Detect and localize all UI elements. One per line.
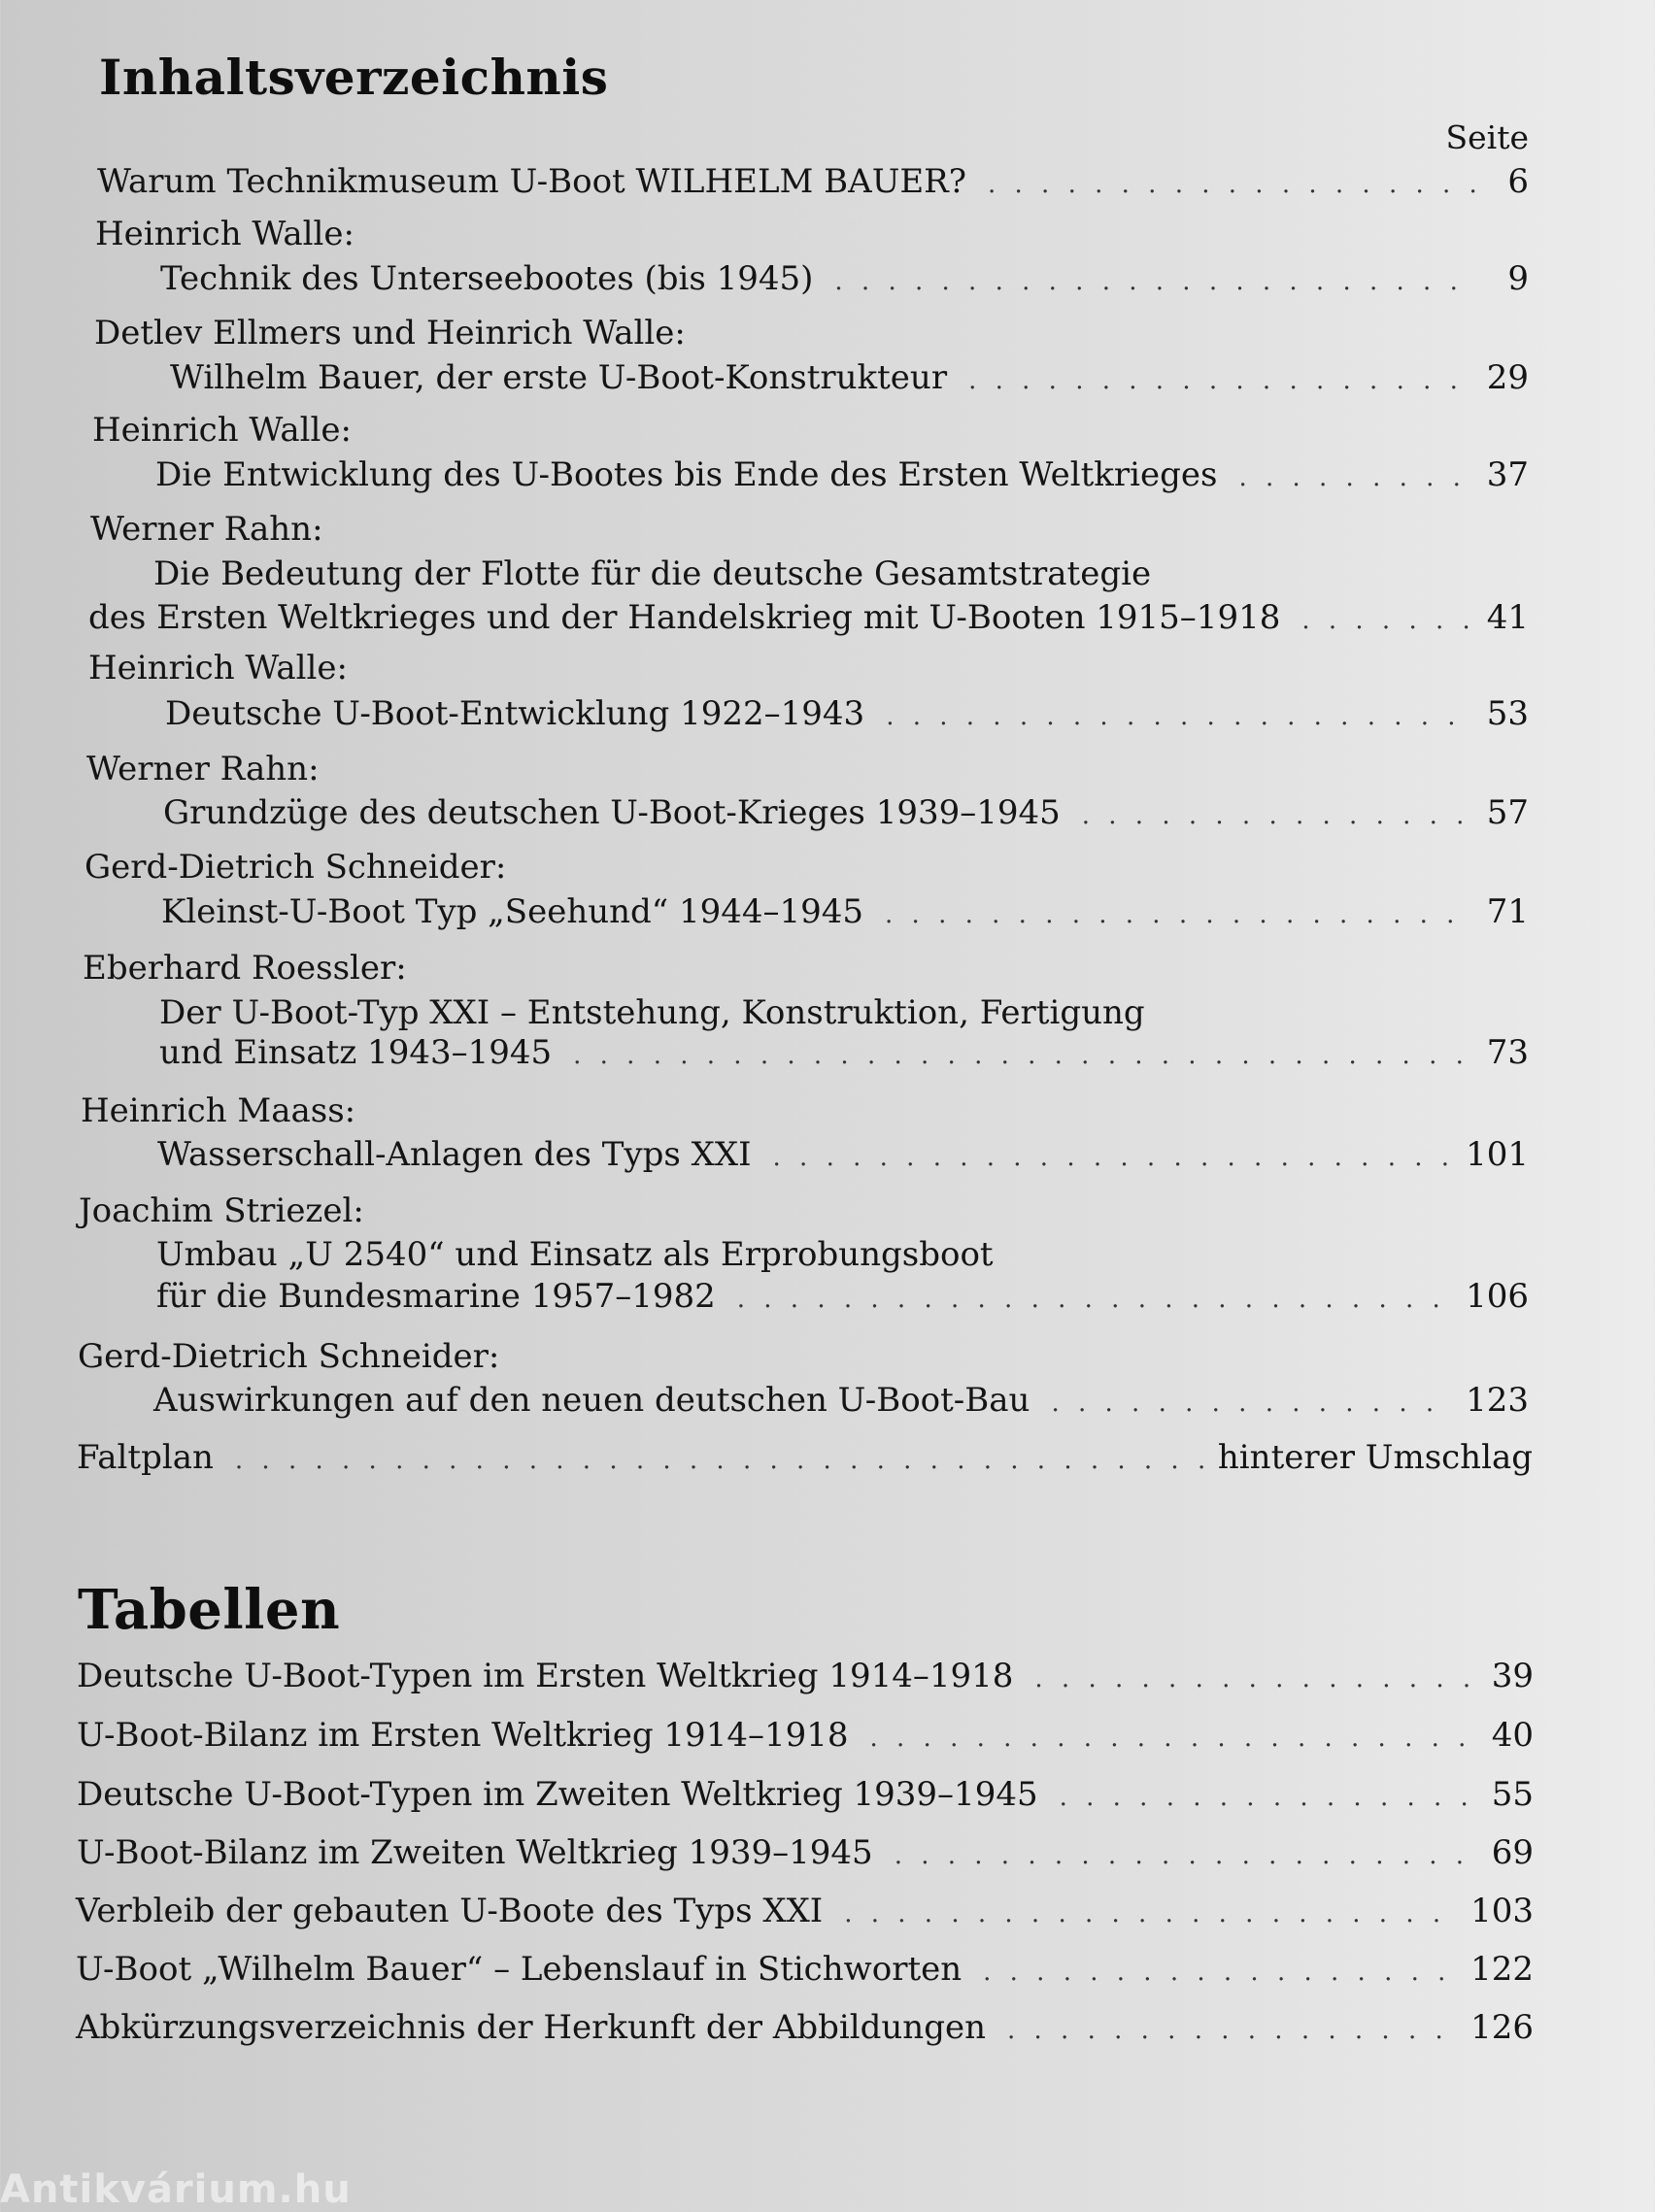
toc-entry-page: 37 bbox=[1486, 455, 1529, 494]
leader-dots bbox=[869, 1726, 1477, 1751]
toc-entry-page: 123 bbox=[1466, 1381, 1529, 1420]
toc-entry-page: 71 bbox=[1486, 892, 1529, 931]
table-entry-page: 40 bbox=[1491, 1716, 1534, 1755]
leader-dots bbox=[1238, 465, 1472, 490]
toc-entry bbox=[157, 1135, 1529, 1174]
toc-entry-title: und Einsatz 1943–1945 bbox=[159, 1033, 553, 1072]
leader-dots bbox=[968, 368, 1473, 393]
toc-entry-title: Faltplan bbox=[77, 1438, 214, 1477]
table-entry-page: 103 bbox=[1470, 1892, 1534, 1930]
toc-entry bbox=[88, 598, 1529, 637]
toc-entry-author: Heinrich Walle: bbox=[88, 649, 349, 687]
toc-entry-title: Technik des Unterseebootes (bis 1945) bbox=[160, 259, 814, 298]
toc-entry-author: Detlev Ellmers und Heinrich Walle: bbox=[94, 314, 686, 352]
toc-entry-author: Heinrich Maass: bbox=[81, 1091, 356, 1130]
leader-dots bbox=[1082, 803, 1473, 828]
toc-entry-page: 106 bbox=[1466, 1277, 1529, 1316]
page-column-label: Seite bbox=[1445, 118, 1529, 156]
toc-entry-author: Heinrich Walle: bbox=[92, 411, 353, 450]
toc-entry bbox=[161, 892, 1529, 931]
tables-heading: Tabellen bbox=[78, 1578, 341, 1642]
toc-entry bbox=[153, 1381, 1529, 1420]
toc-entry-title: Die Entwicklung des U-Bootes bis Ende des Ersten Weltkrieges bbox=[155, 455, 1218, 494]
leader-dots bbox=[1007, 2018, 1457, 2043]
leader-dots bbox=[1301, 608, 1472, 633]
toc-entry-title: für die Bundesmarine 1957–1982 bbox=[156, 1277, 716, 1316]
leader-dots bbox=[983, 1960, 1457, 1985]
toc-entry-page: 6 bbox=[1507, 162, 1529, 201]
toc-heading: Inhaltsverzeichnis bbox=[99, 49, 609, 106]
toc-entry bbox=[170, 358, 1529, 397]
toc-entry-page: 53 bbox=[1486, 694, 1529, 733]
toc-entry-page: 57 bbox=[1486, 793, 1529, 832]
table-entry-title: U-Boot-Bilanz im Ersten Weltkrieg 1914–1918 bbox=[77, 1716, 849, 1755]
leader-dots bbox=[573, 1043, 1473, 1068]
table-entry bbox=[76, 2008, 1534, 2047]
toc-entry bbox=[156, 1277, 1529, 1316]
leader-dots bbox=[737, 1287, 1452, 1312]
leader-dots bbox=[844, 1901, 1457, 1927]
watermark: Antikvárium.hu bbox=[0, 2167, 352, 2212]
toc-entry bbox=[160, 259, 1529, 298]
leader-dots bbox=[885, 902, 1473, 927]
toc-entry-title: Warum Technikmuseum U-Boot WILHELM BAUER? bbox=[97, 162, 966, 201]
toc-entry-author: Gerd-Dietrich Schneider: bbox=[78, 1337, 500, 1376]
table-entry bbox=[77, 1833, 1534, 1872]
table-entry bbox=[77, 1716, 1534, 1755]
leader-dots bbox=[235, 1448, 1204, 1473]
toc-entry-title: des Ersten Weltkrieges und der Handelskrieg mit U-Booten 1915–1918 bbox=[88, 598, 1281, 637]
toc-entry-author: Heinrich Walle: bbox=[95, 215, 355, 253]
toc-entry-page: 101 bbox=[1466, 1135, 1529, 1174]
table-entry-title: Deutsche U-Boot-Typen im Zweiten Weltkrieg 1939–1945 bbox=[77, 1775, 1038, 1814]
table-entry-title: Verbleib der gebauten U-Boote des Typs XXI bbox=[76, 1892, 824, 1930]
toc-entry-title: Auswirkungen auf den neuen deutschen U-Boot-Bau bbox=[153, 1381, 1030, 1420]
toc-entry-page: 29 bbox=[1486, 358, 1529, 397]
table-entry-title: U-Boot-Bilanz im Zweiten Weltkrieg 1939–1945 bbox=[77, 1833, 873, 1872]
leader-dots bbox=[895, 1843, 1478, 1868]
toc-entry-title: Kleinst-U-Boot Typ „Seehund“ 1944–1945 bbox=[161, 892, 864, 931]
toc-entry-title: Wilhelm Bauer, der erste U-Boot-Konstrukteur bbox=[170, 358, 948, 397]
toc-entry bbox=[165, 694, 1529, 733]
toc-entry-title: Deutsche U-Boot-Entwicklung 1922–1943 bbox=[165, 694, 865, 733]
table-entry-title: Deutsche U-Boot-Typen im Ersten Weltkrieg 1914–1918 bbox=[77, 1657, 1014, 1695]
table-entry-page: 39 bbox=[1491, 1657, 1534, 1695]
table-entry bbox=[77, 1775, 1534, 1814]
toc-entry-title: Grundzüge des deutschen U-Boot-Krieges 1939–1945 bbox=[163, 793, 1061, 832]
toc-entry-author: Eberhard Roessler: bbox=[83, 949, 407, 988]
toc-entry-title-line1: Umbau „U 2540“ und Einsatz als Erprobungsboot bbox=[156, 1235, 994, 1274]
table-entry-page: 69 bbox=[1491, 1833, 1534, 1872]
toc-entry-author: Werner Rahn: bbox=[90, 510, 323, 549]
table-entry bbox=[76, 1950, 1534, 1989]
leader-dots bbox=[773, 1145, 1453, 1170]
toc-entry-page: hinterer Umschlag bbox=[1217, 1438, 1533, 1477]
toc-entry bbox=[159, 1033, 1529, 1072]
leader-dots bbox=[886, 704, 1473, 729]
leader-dots bbox=[1034, 1666, 1477, 1692]
toc-entry-author: Werner Rahn: bbox=[86, 750, 320, 788]
leader-dots bbox=[1051, 1391, 1452, 1416]
toc-entry-page: 41 bbox=[1486, 598, 1529, 637]
toc-entry-page: 73 bbox=[1486, 1033, 1529, 1072]
table-entry-title: Abkürzungsverzeichnis der Herkunft der Abbildungen bbox=[76, 2008, 986, 2047]
toc-entry-author: Joachim Striezel: bbox=[79, 1191, 364, 1230]
toc-entry bbox=[77, 1438, 1533, 1477]
leader-dots bbox=[1060, 1785, 1478, 1810]
toc-entry-title: Wasserschall-Anlagen des Typs XXI bbox=[157, 1135, 752, 1174]
table-entry-page: 55 bbox=[1491, 1775, 1534, 1814]
toc-entry bbox=[163, 793, 1529, 832]
toc-entry-page: 9 bbox=[1507, 259, 1529, 298]
table-entry-page: 126 bbox=[1470, 2008, 1534, 2047]
table-entry-title: U-Boot „Wilhelm Bauer“ – Lebenslauf in Stichworten bbox=[76, 1950, 963, 1989]
toc-entry bbox=[97, 162, 1529, 201]
leader-dots bbox=[988, 172, 1476, 197]
toc-entry-title-line1: Der U-Boot-Typ XXI – Entstehung, Konstruktion, Fertigung bbox=[159, 993, 1145, 1032]
table-entry bbox=[76, 1892, 1534, 1930]
toc-entry bbox=[155, 455, 1529, 494]
toc-entry-title-line1: Die Bedeutung der Flotte für die deutsche Gesamtstrategie bbox=[153, 554, 1152, 593]
table-entry-page: 122 bbox=[1470, 1950, 1534, 1989]
leader-dots bbox=[834, 269, 1476, 294]
toc-entry-author: Gerd-Dietrich Schneider: bbox=[84, 848, 507, 887]
table-entry bbox=[77, 1659, 1534, 1693]
